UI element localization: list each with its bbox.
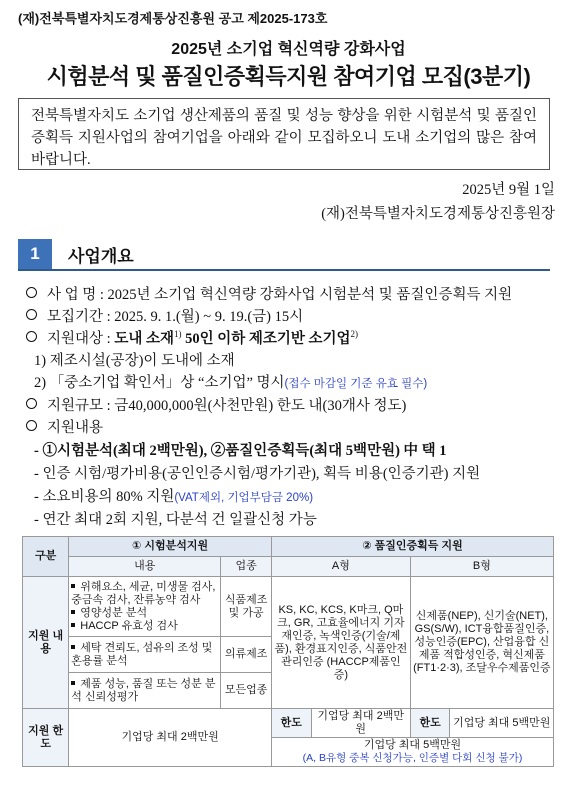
scale: 지원규모 : 금40,000,000원(사천만원) 한도 내(30개사 정도) <box>47 398 407 414</box>
limit-word-a: 한도 <box>271 709 311 738</box>
header-type-b: B형 <box>410 557 553 577</box>
target-region: 도내 소재 <box>114 331 174 347</box>
business-name-line <box>26 283 512 304</box>
industry-food: 식품제조 및 가공 <box>221 577 272 637</box>
content-line <box>26 416 103 437</box>
square-bullet-icon <box>71 645 75 649</box>
square-bullet-icon <box>71 681 75 685</box>
header-test-analysis: ① 시험분석지원 <box>69 537 272 557</box>
period-line <box>26 305 303 326</box>
period: 모집기간 : 2025. 9. 1.(월) ~ 9. 19.(금) 15시 <box>47 309 304 325</box>
scale-line <box>26 394 406 415</box>
test-items-clothing <box>69 637 221 673</box>
square-bullet-icon <box>71 610 75 614</box>
condition-2-text: 2) 「중소기업 확인서」상 “소기업” 명시 <box>34 375 285 391</box>
item-text: 위해요소, 세균, 미생물 검사, 중금속 검사, 잔류농약 검사 <box>71 580 216 606</box>
footnote-2: 2) <box>350 329 359 340</box>
item-text: HACCP 유효성 검사 <box>80 619 178 632</box>
section-number: 1 <box>18 239 52 269</box>
page-title: 시험분석 및 품질인증획득지원 참여기업 모집(3분기) <box>46 64 531 89</box>
limit-type-b: 기업당 최대 5백만원 <box>450 709 554 738</box>
intro-box: 전북특별자치도 소기업 생산제품의 품질 및 성능 향상을 위한 시험분석 및 품질인증획득 지원사업의 참여기업을 아래와 같이 모집하오니 도내 소기업의 많은 참여 바랍니다. <box>18 98 550 170</box>
notice-date: 2025년 9월 1일 <box>462 182 555 198</box>
support-choice: - ①시험분석(최대 2백만원), ②품질인증획득(최대 5백만원) 中 택 1 <box>34 443 447 459</box>
detail-1: - 인증 시험/평가비용(공인인증시험/평가기관), 획득 비용(인증기관) 지원 <box>34 466 481 482</box>
limit-test-analysis: 기업당 최대 2백만원 <box>69 709 272 767</box>
limit-type-a: 기업당 최대 2백만원 <box>311 709 410 738</box>
section-title: 사업개요 <box>68 247 134 266</box>
circle-bullet-icon <box>26 309 37 320</box>
detail-3: - 연간 최대 2회 지원, 다분석 건 일괄신청 가능 <box>34 512 317 528</box>
industry-all: 모든업종 <box>221 673 272 709</box>
item-text: 제품 성능, 품질 또는 성분 분석 신뢰성평가 <box>71 677 216 703</box>
header-content: 내용 <box>69 557 221 577</box>
circle-bullet-icon <box>26 287 37 298</box>
condition-2-note: (접수 마감일 기준 유효 필수) <box>284 378 428 390</box>
support-table <box>22 536 554 767</box>
issuer: (재)전북특별자치도경제통상진흥원장 <box>321 206 555 222</box>
limit-cert-amount: 기업당 최대 5백만원 <box>363 739 462 751</box>
header-quality-cert: ② 품질인증획득 지원 <box>271 537 553 557</box>
square-bullet-icon <box>71 623 75 627</box>
content-label: 지원내용 <box>47 420 104 436</box>
industry-clothing: 의류제조 <box>221 637 272 673</box>
detail-2 <box>34 485 313 506</box>
item-text: 세탁 견뢰도, 섬유의 조성 및 혼용률 분석 <box>71 641 213 667</box>
limit-cert <box>271 738 553 767</box>
detail-2-note: (VAT제외, 기업부담금 20%) <box>174 492 314 504</box>
row-label-limit: 지원 한도 <box>23 709 69 767</box>
list-item <box>71 607 218 620</box>
header-industry: 업종 <box>221 557 272 577</box>
condition-2 <box>34 371 427 392</box>
footnote-1: 1) <box>173 329 182 340</box>
test-items-all <box>69 673 221 709</box>
title-line-1: 2025년 소기업 혁신역량 강화사업 <box>171 41 406 58</box>
list-item <box>71 581 218 607</box>
limit-word-b: 한도 <box>410 709 450 738</box>
target-line <box>26 327 358 348</box>
detail-2-text: - 소요비용의 80% 지원 <box>34 489 175 505</box>
target-company: 50인 이하 제조기반 소기업 <box>181 331 351 347</box>
business-name: 사 업 명 : 2025년 소기업 혁신역량 강화사업 시험분석 및 품질인증획득 지원 <box>47 287 513 303</box>
list-item <box>71 620 218 633</box>
target-label: 지원대상 : <box>47 331 115 347</box>
notice-number: (재)전북특별자치도경제통상진흥원 공고 제2025-173호 <box>18 11 328 26</box>
item-text: 영양성분 분석 <box>80 606 148 619</box>
limit-cert-note: (A, B유형 중복 신청가능, 인증별 다회 신청 불가) <box>302 752 523 764</box>
section-header <box>18 239 550 271</box>
header-category: 구분 <box>23 537 69 577</box>
condition-1: 1) 제조시설(공장)이 도내에 소재 <box>34 353 235 369</box>
test-items-food <box>69 577 221 637</box>
circle-bullet-icon <box>26 331 37 342</box>
type-b-certs: 신제품(NEP), 신기술(NET), GS(S/W), ICT융합품질인증, 성능인증(EPC), 산업융합 신제품 적합성인증, 혁신제품(FT1·2·3), 조달우수제품인증 <box>410 577 553 709</box>
circle-bullet-icon <box>26 398 37 409</box>
row-label-support: 지원 내용 <box>23 577 69 709</box>
circle-bullet-icon <box>26 420 37 431</box>
header-type-a: A형 <box>271 557 410 577</box>
square-bullet-icon <box>71 584 75 588</box>
type-a-certs: KS, KC, KCS, K마크, Q마크, GR, 고효율에너지 기자재인증, 녹색인증(기술/제품), 환경표지인증, 식품안전관리인증 (HACCP제품인증) <box>271 577 410 709</box>
